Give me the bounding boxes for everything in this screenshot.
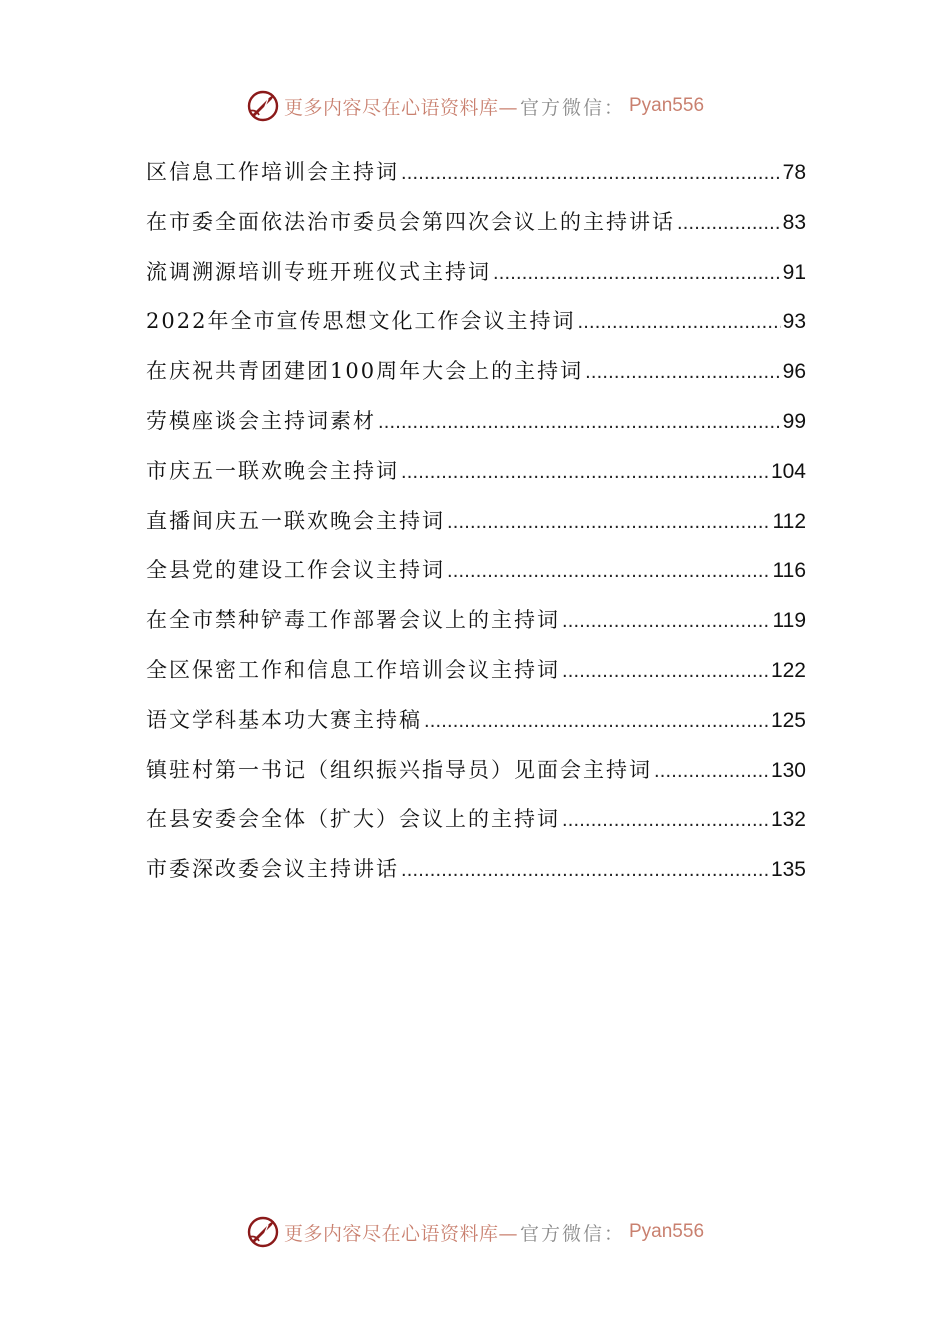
- toc-page-number: 96: [782, 360, 806, 384]
- toc-entry[interactable]: [146, 447, 806, 497]
- toc-page-number: 104: [770, 459, 806, 483]
- toc-entry-title: 全区保密工作和信息工作培训会议主持词: [146, 657, 560, 682]
- toc-page-number: 116: [772, 559, 806, 583]
- toc-entry-title: 在县安委会全体（扩大）会议上的主持词: [146, 807, 560, 832]
- quill-pen-logo-icon: [246, 1215, 280, 1249]
- toc-page-number: 112: [772, 509, 806, 533]
- toc-page-number: 132: [770, 808, 806, 832]
- toc-entry-title: 在全市禁种铲毒工作部署会议上的主持词: [146, 608, 560, 633]
- toc-dot-leader: [677, 199, 781, 249]
- toc-entry-title: 市委深改委会议主持讲话: [146, 857, 399, 882]
- toc-page-number: 122: [770, 658, 806, 682]
- header-slogan: 更多内容尽在心语资料库—: [283, 96, 518, 119]
- toc-dot-leader: [424, 697, 769, 747]
- toc-entry[interactable]: [146, 297, 806, 347]
- toc-entry[interactable]: [146, 646, 806, 696]
- toc-entry-title: 在市委全面依法治市委员会第四次会议上的主持讲话: [146, 209, 675, 234]
- toc-dot-leader: [654, 747, 769, 797]
- toc-entry[interactable]: [146, 596, 806, 646]
- toc-entry[interactable]: [146, 696, 806, 746]
- toc-entry[interactable]: [146, 148, 806, 198]
- toc-page-number: 78: [782, 161, 806, 184]
- toc-page-number: 130: [770, 758, 806, 782]
- footer-banner: [0, 1212, 950, 1252]
- toc-entry-title: 劳模座谈会主持词素材: [146, 408, 376, 433]
- toc-entry[interactable]: [146, 347, 806, 397]
- toc-dot-leader: [562, 796, 769, 846]
- toc-dot-leader: [401, 846, 769, 896]
- toc-entry[interactable]: [146, 546, 806, 596]
- footer-wechat-id: Pyan556: [629, 1221, 705, 1242]
- toc-entry[interactable]: [146, 795, 806, 845]
- toc-dot-leader: [577, 298, 780, 348]
- toc-entry[interactable]: [146, 497, 806, 547]
- toc-page-number: 135: [770, 858, 806, 882]
- toc-entry[interactable]: [146, 198, 806, 248]
- toc-entry-title: 市庆五一联欢晚会主持词: [146, 458, 399, 483]
- header-wechat-label: 官方微信：: [519, 96, 625, 119]
- toc-dot-leader: [447, 498, 771, 548]
- toc-entry-title: 在庆祝共青团建团100周年大会上的主持词: [146, 359, 584, 384]
- header-banner: [0, 86, 950, 126]
- toc-dot-leader: [401, 448, 769, 498]
- toc-entry-title: 全县党的建设工作会议主持词: [146, 558, 445, 583]
- toc-dot-leader: [585, 348, 781, 398]
- toc-entry-title: 镇驻村第一书记（组织振兴指导员）见面会主持词: [146, 757, 652, 782]
- toc-page-number: 83: [782, 210, 806, 234]
- toc-dot-leader: [401, 149, 781, 199]
- toc-page-number: 99: [782, 409, 806, 433]
- toc-entry-title: 区信息工作培训会主持词: [146, 160, 399, 184]
- toc-dot-leader: [493, 249, 781, 299]
- toc-page-number: 119: [772, 609, 806, 633]
- toc-entry-title: 流调溯源培训专班开班仪式主持词: [146, 259, 491, 284]
- footer-wechat-label: 官方微信：: [519, 1222, 625, 1245]
- toc-page-number: 93: [782, 310, 806, 334]
- footer-slogan: 更多内容尽在心语资料库—: [283, 1222, 518, 1245]
- toc-dot-leader: [447, 547, 771, 597]
- table-of-contents: [146, 148, 806, 895]
- toc-entry[interactable]: [146, 746, 806, 796]
- toc-dot-leader: [562, 647, 769, 697]
- toc-dot-leader: [378, 398, 781, 448]
- toc-entry-title: 直播间庆五一联欢晚会主持词: [146, 508, 445, 533]
- toc-page-number: 125: [770, 708, 806, 732]
- toc-dot-leader: [562, 597, 771, 647]
- toc-entry[interactable]: [146, 397, 806, 447]
- toc-entry-title: 2022年全市宣传思想文化工作会议主持词: [146, 309, 576, 334]
- toc-page-number: 91: [782, 260, 806, 284]
- toc-entry-title: 语文学科基本功大赛主持稿: [146, 707, 422, 732]
- header-wechat-id: Pyan556: [629, 95, 705, 116]
- toc-entry[interactable]: [146, 248, 806, 298]
- quill-pen-logo-icon: [246, 89, 280, 123]
- toc-entry[interactable]: [146, 845, 806, 895]
